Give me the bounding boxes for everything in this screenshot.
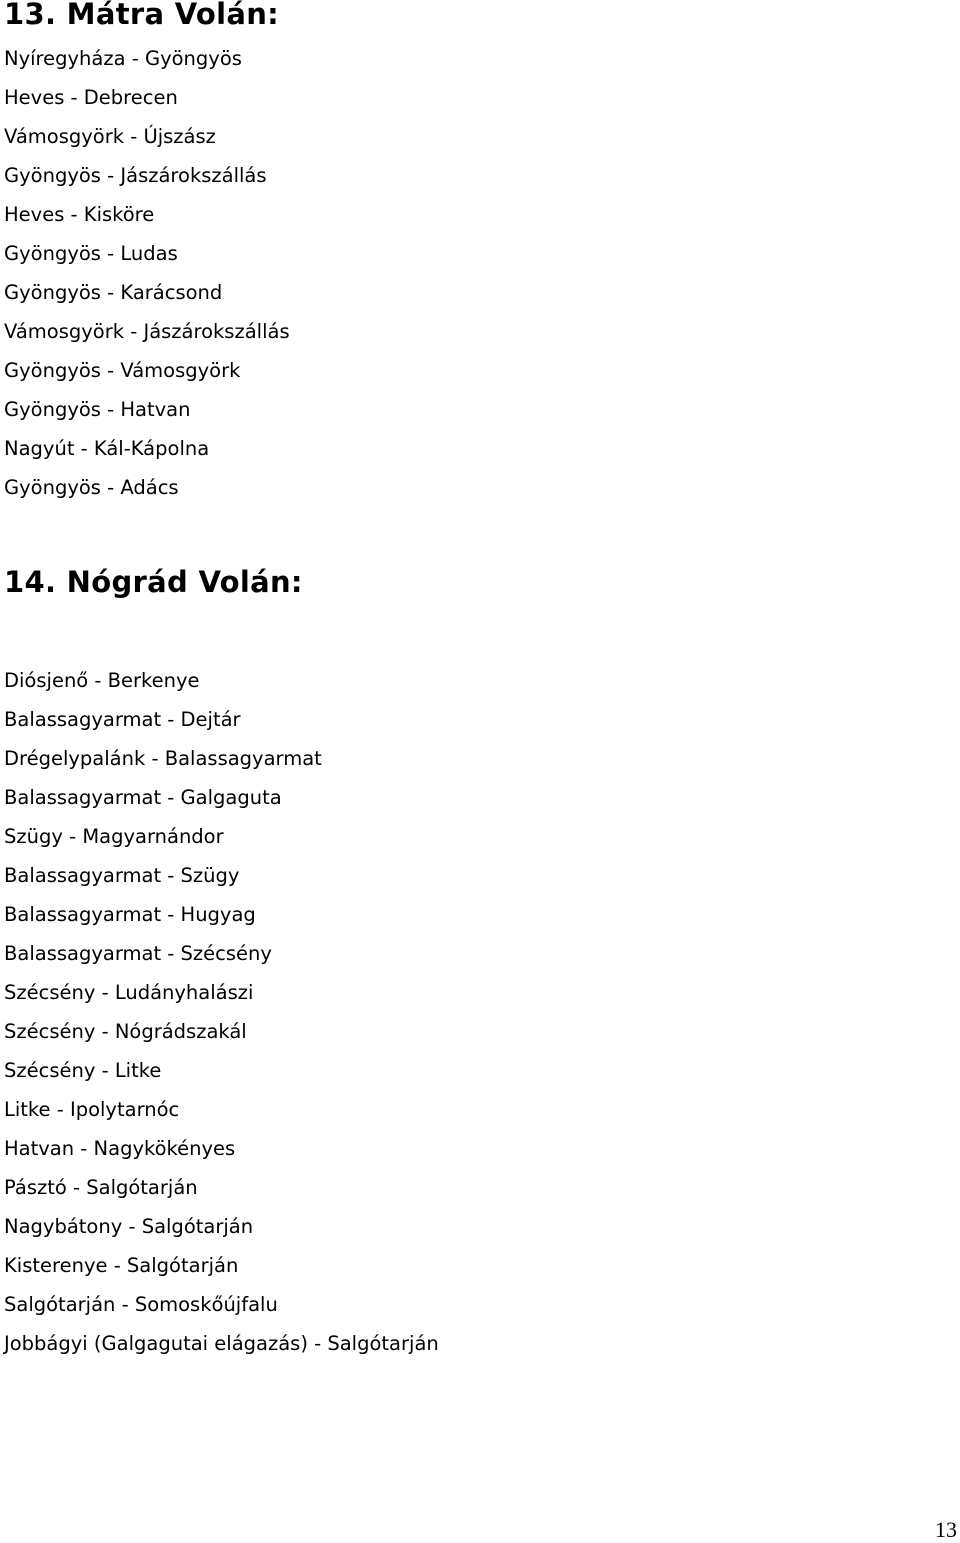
route-item: Balassagyarmat - Szécsény <box>4 942 272 965</box>
route-item: Heves - Debrecen <box>4 86 178 109</box>
route-item: Nagyút - Kál-Kápolna <box>4 437 210 460</box>
route-item: Nagybátony - Salgótarján <box>4 1215 254 1238</box>
route-item: Gyöngyös - Adács <box>4 476 179 499</box>
route-item: Vámosgyörk - Jászárokszállás <box>4 320 290 343</box>
route-item: Gyöngyös - Jászárokszállás <box>4 164 267 187</box>
route-item: Balassagyarmat - Dejtár <box>4 708 241 731</box>
route-item: Szügy - Magyarnándor <box>4 825 224 848</box>
route-item: Nyíregyháza - Gyöngyös <box>4 47 242 70</box>
route-item: Jobbágyi (Galgagutai elágazás) - Salgótarján <box>4 1332 439 1355</box>
section-title-matra-volan: 13. Mátra Volán: <box>4 0 280 31</box>
route-item: Pásztó - Salgótarján <box>4 1176 198 1199</box>
route-list-nograd-volan <box>4 661 439 1363</box>
route-item: Szécsény - Litke <box>4 1059 162 1082</box>
route-item: Litke - Ipolytarnóc <box>4 1098 180 1121</box>
route-item: Szécsény - Ludányhalászi <box>4 981 254 1004</box>
route-item: Salgótarján - Somoskőújfalu <box>4 1293 278 1316</box>
route-item: Gyöngyös - Hatvan <box>4 398 191 421</box>
route-item: Gyöngyös - Vámosgyörk <box>4 359 241 382</box>
route-item: Heves - Kisköre <box>4 203 155 226</box>
route-item: Balassagyarmat - Galgaguta <box>4 786 282 809</box>
route-item: Gyöngyös - Karácsond <box>4 281 223 304</box>
route-item: Kisterenye - Salgótarján <box>4 1254 239 1277</box>
route-item: Hatvan - Nagykökényes <box>4 1137 236 1160</box>
route-item: Diósjenő - Berkenye <box>4 669 200 692</box>
route-item: Szécsény - Nógrádszakál <box>4 1020 247 1043</box>
section-title-nograd-volan: 14. Nógrád Volán: <box>4 565 303 599</box>
page-number: 13 <box>935 1517 957 1542</box>
route-item: Gyöngyös - Ludas <box>4 242 178 265</box>
route-item: Balassagyarmat - Hugyag <box>4 903 256 926</box>
route-list-matra-volan <box>4 39 290 507</box>
route-item: Balassagyarmat - Szügy <box>4 864 240 887</box>
route-item: Vámosgyörk - Újszász <box>4 125 216 148</box>
route-item: Drégelypalánk - Balassagyarmat <box>4 747 322 770</box>
